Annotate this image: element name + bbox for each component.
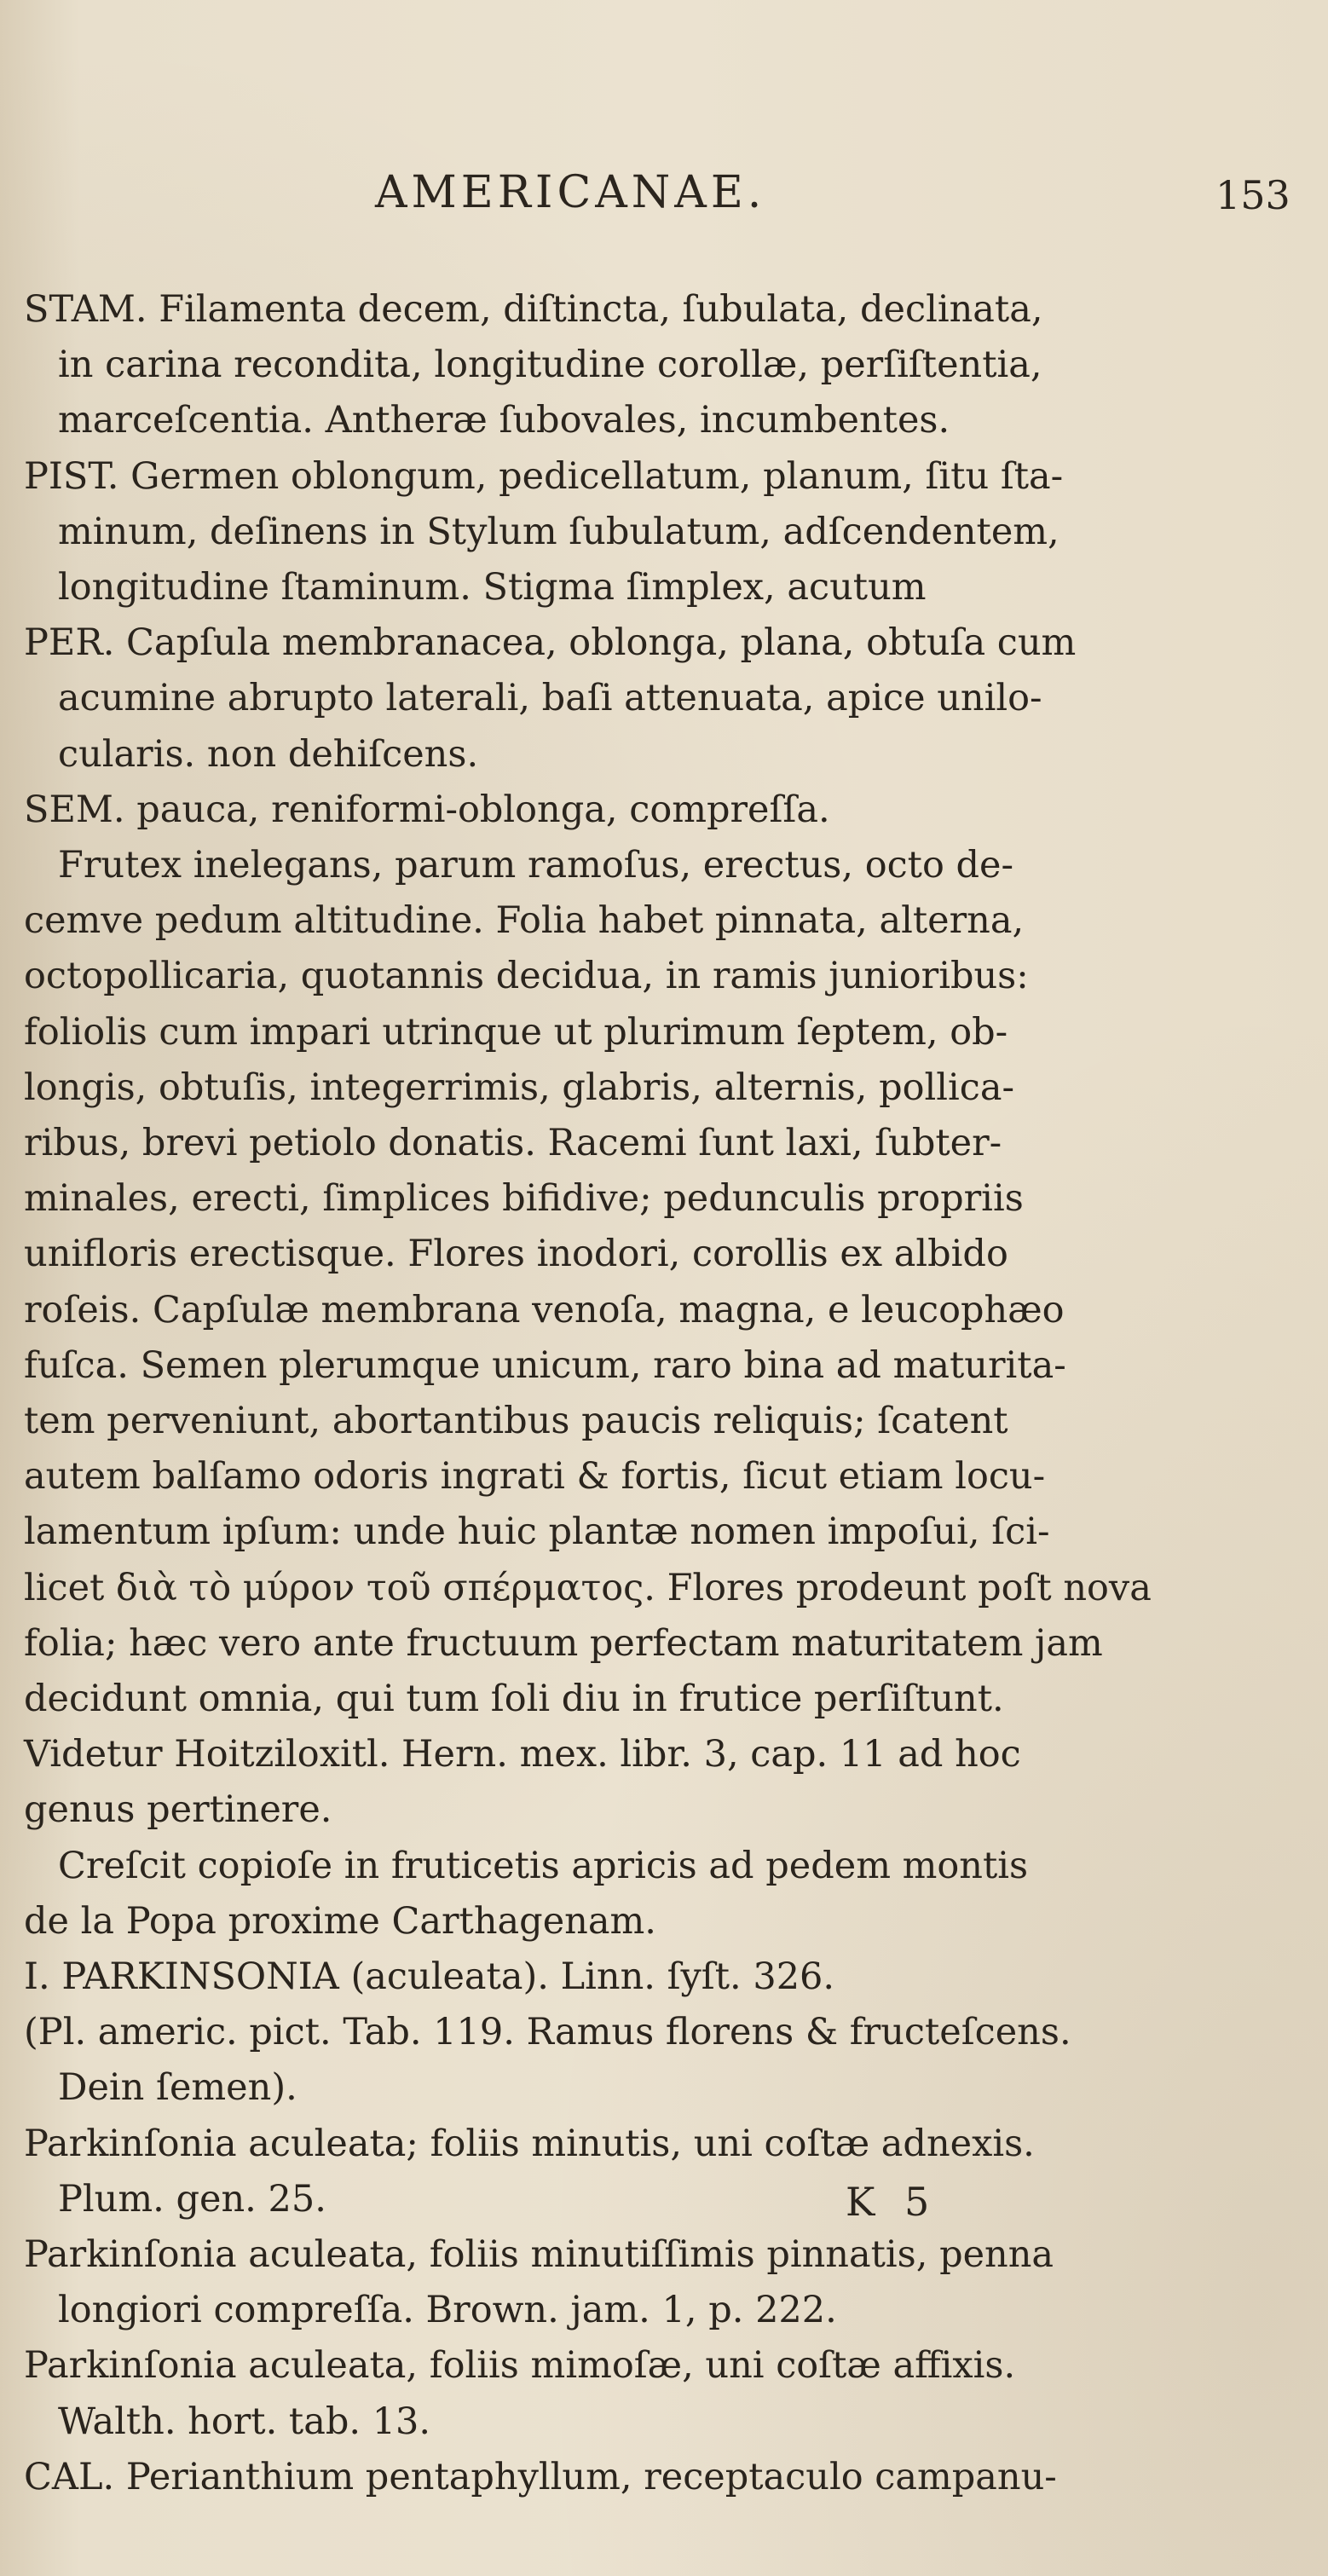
text-line: cularis. non dehiſcens. bbox=[58, 732, 479, 776]
text-line: Frutex inelegans, parum ramoſus, erectus, octo de- bbox=[58, 844, 1014, 887]
text-line: I. PARKINSONIA (aculeata). Linn. ſyſt. 326. bbox=[24, 1955, 835, 1998]
text-line: STAM. Filamenta decem, diſtincta, ſubulata, declinata, bbox=[24, 288, 1043, 331]
text-line: PIST. Germen oblongum, pedicellatum, planum, ſitu ſta- bbox=[24, 454, 1064, 498]
text-line: Creſcit copioſe in fruticetis apricis ad pedem montis bbox=[58, 1844, 1029, 1887]
text-line: Dein ſemen). bbox=[58, 2066, 297, 2110]
text-line: Parkinſonia aculeata, foliis mimoſæ, uni coſtæ affixis. bbox=[24, 2344, 1016, 2388]
text-line: cemve pedum altitudine. Folia habet pinnata, alterna, bbox=[24, 899, 1025, 943]
text-line: marceſcentia. Antheræ ſubovales, incumbentes. bbox=[58, 399, 950, 442]
text-line: longiori compreſſa. Brown. jam. 1, p. 222. bbox=[58, 2289, 837, 2332]
text-line: de la Popa proxime Carthagenam. bbox=[24, 1899, 656, 1943]
text-line: roſeis. Capſulæ membrana venoſa, magna, e leucophæo bbox=[24, 1288, 1065, 1331]
text-line: minales, erecti, ſimplices bifidive; pedunculis propriis bbox=[24, 1177, 1024, 1221]
text-line: unifloris erectisque. Flores inodori, corollis ex albido bbox=[24, 1233, 1008, 1276]
text-line: fuſca. Semen plerumque unicum, raro bina ad maturita- bbox=[24, 1343, 1066, 1387]
text-line: (Pl. americ. pict. Tab. 119. Ramus florens & fructeſcens. bbox=[24, 2011, 1071, 2054]
text-line: genus pertinere. bbox=[24, 1788, 332, 1832]
text-line: Parkinſonia aculeata; foliis minutis, uni coſtæ adnexis. bbox=[24, 2122, 1035, 2165]
text-line: PER. Capſula membranacea, oblonga, plana, obtuſa cum bbox=[24, 621, 1077, 665]
text-line: octopollicaria, quotannis decidua, in ramis junioribus: bbox=[24, 955, 1029, 998]
page-header bbox=[0, 167, 1328, 235]
text-line: lamentum ipſum: unde huic plantæ nomen impoſui, ſci- bbox=[24, 1510, 1050, 1554]
text-line: Videtur Hoitziloxitl. Hern. mex. libr. 3, cap. 11 ad hoc bbox=[24, 1733, 1021, 1776]
text-line: autem balſamo odoris ingrati & fortis, ſicut etiam locu- bbox=[24, 1455, 1046, 1499]
text-line: SEM. pauca, reniformi-oblonga, compreſſa. bbox=[24, 788, 830, 831]
text-line: decidunt omnia, qui tum ſoli diu in frutice perſiſtunt. bbox=[24, 1678, 1004, 1720]
text-line: Parkinſonia aculeata, foliis minutiſſimis pinnatis, penna bbox=[24, 2233, 1054, 2276]
text-line: longis, obtuſis, integerrimis, glabris, alternis, pollica- bbox=[24, 1066, 1015, 1109]
text-line: acumine abrupto laterali, baſi attenuata, apice unilo- bbox=[58, 677, 1042, 720]
text-line: longitudine ſtaminum. Stigma ſimplex, acutum bbox=[58, 566, 927, 609]
text-line: in carina recondita, longitudine corollæ, perſiſtentia, bbox=[58, 344, 1042, 387]
text-line: ribus, brevi petiolo donatis. Racemi ſunt laxi, ſubter- bbox=[24, 1122, 1002, 1164]
text-line: folia; hæc vero ante fructuum perfectam maturitatem jam bbox=[24, 1621, 1103, 1665]
text-line: foliolis cum impari utrinque ut plurimum ſeptem, ob- bbox=[24, 1010, 1008, 1054]
text-line: tem perveniunt, abortantibus paucis reliquis; ſcatent bbox=[24, 1400, 1008, 1442]
running-head: AMERICANAE. bbox=[375, 167, 766, 218]
text-line: licet διὰ τὸ μύρον τοῦ σπέρματος. Flores prodeunt poſt nova bbox=[24, 1566, 1152, 1609]
text-line: Plum. gen. 25. bbox=[58, 2177, 326, 2221]
text-line: minum, deſinens in Stylum ſubulatum, adſcendentem, bbox=[58, 510, 1060, 553]
page-number: 153 bbox=[1215, 172, 1290, 218]
text-line: CAL. Perianthium pentaphyllum, receptaculo campanu- bbox=[24, 2455, 1057, 2498]
text-line: Walth. hort. tab. 13. bbox=[58, 2400, 431, 2443]
body-text bbox=[24, 281, 1302, 2532]
signature-mark: K 5 bbox=[846, 2179, 938, 2225]
